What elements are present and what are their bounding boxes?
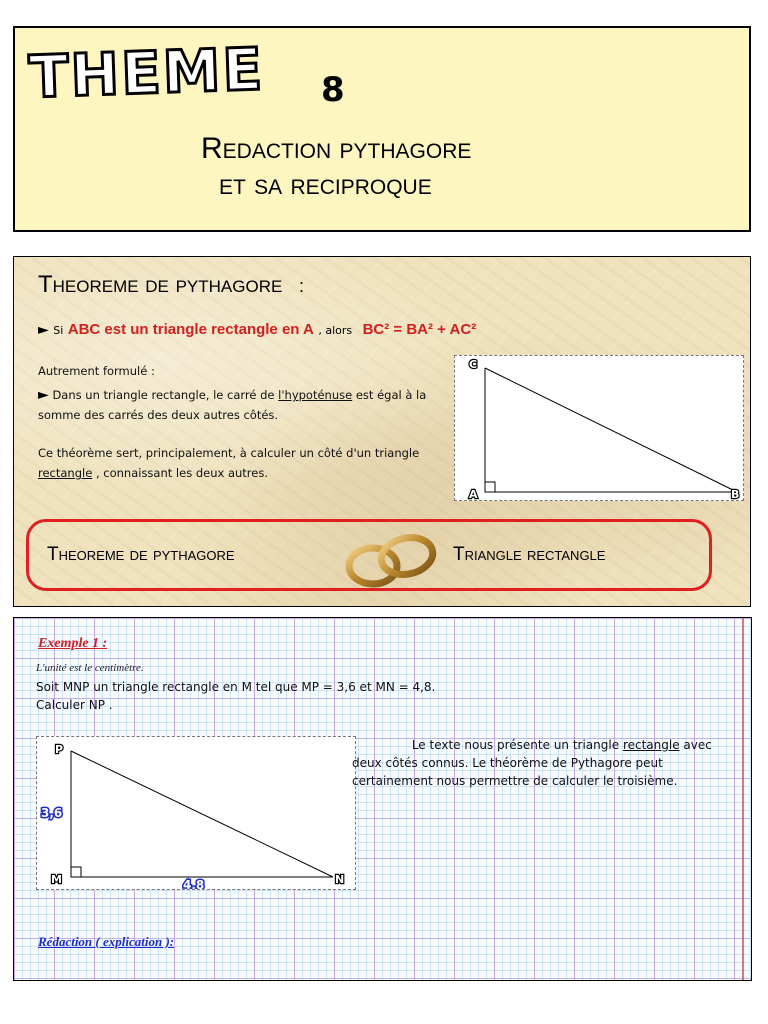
length-mp-label: 3,6 bbox=[41, 806, 63, 820]
usage-part2: , connaissant les deux autres. bbox=[95, 466, 269, 480]
notebook-margin-line bbox=[742, 618, 744, 980]
right-angle-marker bbox=[485, 482, 495, 492]
theorem-heading-colon: : bbox=[298, 276, 304, 296]
theorem-statement bbox=[38, 321, 476, 338]
unit-note: L'unité est le centimètre. bbox=[36, 662, 144, 674]
header-panel bbox=[13, 26, 751, 232]
length-mn-label: 4,8 bbox=[183, 878, 205, 889]
theorem-restatement bbox=[38, 385, 438, 425]
theorem-heading-text: Theoreme de pythagore bbox=[38, 271, 283, 298]
subtitle-line-2: et sa reciproque bbox=[219, 168, 432, 201]
arrow-bullet-icon: ► bbox=[38, 387, 49, 403]
analysis-part1: Le texte nous présente un triangle bbox=[411, 738, 620, 752]
triangle-mnp-svg bbox=[37, 737, 355, 889]
subtitle-line-1: Redaction pythagore bbox=[201, 132, 472, 165]
vertex-c-label: C bbox=[469, 358, 478, 371]
redaction-heading: Rédaction ( explication ): bbox=[38, 934, 175, 949]
triangle-abc-figure bbox=[454, 355, 744, 501]
autrement-label: Autrement formulé : bbox=[38, 364, 155, 378]
restatement-part2: est égal à la somme des carrés des deux autres côtés. bbox=[38, 388, 427, 422]
theorem-heading bbox=[38, 271, 304, 299]
theorem-usage bbox=[38, 443, 438, 483]
example-title: Exemple 1 : bbox=[38, 636, 108, 651]
triangle-mnp-figure bbox=[36, 736, 356, 890]
relation-left-label: Theoreme de pythagore bbox=[47, 544, 235, 565]
pythagore-formula: BC² = BA² + AC² bbox=[362, 321, 477, 338]
arrow-bullet-icon: ► bbox=[38, 322, 49, 338]
theme-number: 8 bbox=[321, 70, 345, 110]
statement-condition: ABC est un triangle rectangle en A bbox=[67, 321, 314, 338]
example-panel bbox=[13, 617, 752, 981]
side-np bbox=[71, 751, 333, 877]
usage-part1: Ce théorème sert, principalement, à calculer un côté d'un triangle bbox=[38, 446, 420, 460]
vertex-b-label: B bbox=[731, 488, 740, 500]
theme-title: THEME bbox=[27, 34, 266, 112]
example-statement: Soit MNP un triangle rectangle en M tel que MP = 3,6 et MN = 4,8. bbox=[36, 680, 436, 694]
side-bc bbox=[485, 368, 737, 492]
analysis-rectangle-term: rectangle bbox=[622, 738, 680, 752]
hypotenuse-term: l'hypoténuse bbox=[278, 388, 353, 402]
theorem-panel bbox=[13, 256, 751, 607]
relation-right-label: Triangle rectangle bbox=[453, 544, 606, 565]
wedding-rings-icon bbox=[343, 532, 441, 590]
example-question: Calculer NP . bbox=[36, 698, 113, 712]
triangle-abc-svg bbox=[455, 356, 743, 500]
vertex-n-label: N bbox=[335, 873, 345, 886]
restatement-part1: Dans un triangle rectangle, le carré de bbox=[52, 388, 275, 402]
right-angle-marker bbox=[71, 867, 81, 877]
statement-si: Si bbox=[53, 324, 64, 337]
statement-alors: , alors bbox=[318, 324, 353, 337]
vertex-p-label: P bbox=[55, 743, 64, 756]
vertex-a-label: A bbox=[469, 488, 478, 500]
relation-box bbox=[26, 519, 712, 591]
vertex-m-label: M bbox=[51, 873, 62, 886]
analysis-part2: avec deux côtés connus. Le théorème de Pythagore peut certainement nous permettre de calculer le troisième. bbox=[352, 738, 712, 788]
usage-rectangle-term: rectangle bbox=[38, 466, 93, 480]
example-analysis bbox=[352, 736, 722, 790]
